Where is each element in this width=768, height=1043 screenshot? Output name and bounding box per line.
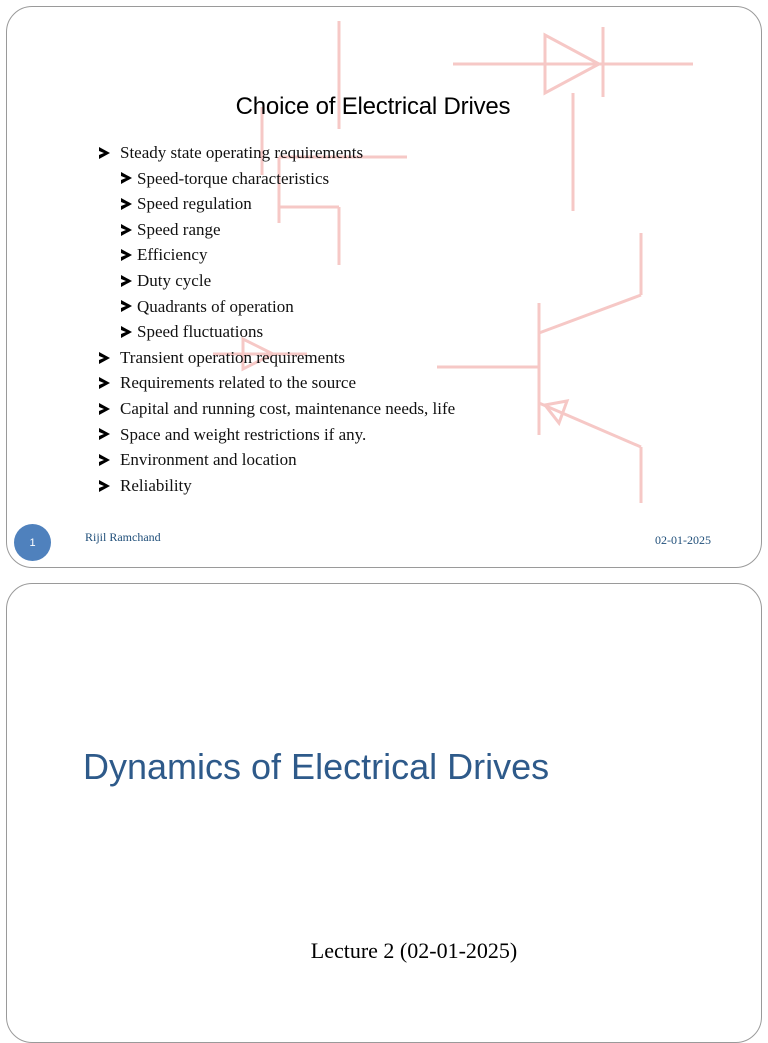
slide-subtitle: Lecture 2 (02-01-2025) bbox=[310, 938, 518, 963]
list-item: Duty cycle bbox=[99, 268, 455, 294]
slide-1 bbox=[6, 6, 762, 568]
arrow-bullet-icon bbox=[99, 480, 110, 492]
list-item: Environment and location bbox=[99, 447, 455, 473]
list-item: Speed regulation bbox=[99, 191, 455, 217]
list-item: Speed-torque characteristics bbox=[99, 166, 455, 192]
slide-number-badge: 1 bbox=[14, 524, 51, 561]
slide-title: Choice of Electrical Drives bbox=[235, 93, 511, 120]
arrow-bullet-icon bbox=[121, 300, 132, 312]
arrow-bullet-icon bbox=[99, 377, 110, 389]
arrow-bullet-icon bbox=[99, 428, 110, 440]
footer-date: 02-01-2025 bbox=[655, 533, 711, 547]
arrow-bullet-icon bbox=[99, 454, 110, 466]
list-item: Transient operation requirements bbox=[99, 345, 455, 371]
list-item: Capital and running cost, maintenance needs, life bbox=[99, 396, 455, 422]
arrow-bullet-icon bbox=[99, 352, 110, 364]
list-item: Speed fluctuations bbox=[99, 319, 455, 345]
list-item: Speed range bbox=[99, 217, 455, 243]
arrow-bullet-icon bbox=[99, 147, 110, 159]
footer-author: Rijil Ramchand bbox=[85, 530, 161, 544]
bullet-list bbox=[99, 140, 455, 498]
arrow-bullet-icon bbox=[121, 326, 132, 338]
arrow-bullet-icon bbox=[121, 249, 132, 261]
list-item: Reliability bbox=[99, 473, 455, 499]
arrow-bullet-icon bbox=[121, 198, 132, 210]
slide-title: Dynamics of Electrical Drives bbox=[83, 746, 550, 787]
arrow-bullet-icon bbox=[121, 224, 132, 236]
list-item: Steady state operating requirements bbox=[99, 140, 455, 166]
list-item: Quadrants of operation bbox=[99, 294, 455, 320]
list-item: Space and weight restrictions if any. bbox=[99, 422, 455, 448]
arrow-bullet-icon bbox=[99, 403, 110, 415]
list-item: Requirements related to the source bbox=[99, 370, 455, 396]
arrow-bullet-icon bbox=[121, 172, 132, 184]
arrow-bullet-icon bbox=[121, 275, 132, 287]
slide-2 bbox=[6, 583, 762, 1043]
list-item: Efficiency bbox=[99, 242, 455, 268]
